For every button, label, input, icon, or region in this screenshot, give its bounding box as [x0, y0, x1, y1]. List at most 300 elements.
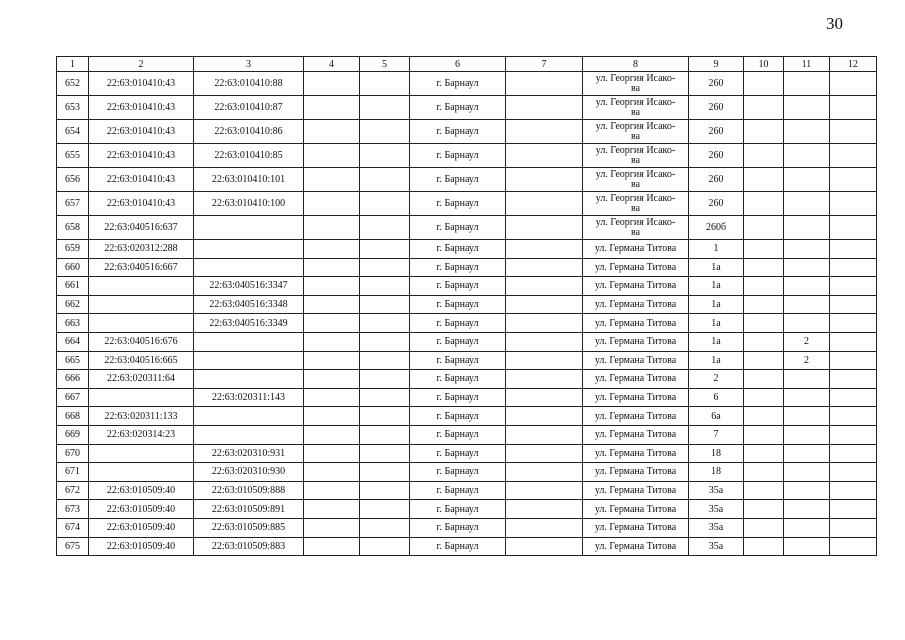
table-cell: [360, 216, 410, 240]
table-cell: [506, 314, 583, 333]
table-cell: ул. Германа Титова: [583, 500, 689, 519]
table-cell: 654: [57, 120, 89, 144]
table-cell: 22:63:010410:43: [89, 192, 194, 216]
table-cell: [583, 168, 689, 192]
address-line: ва: [630, 154, 641, 166]
column-header: 9: [689, 57, 744, 72]
table-cell: г. Барнаул: [410, 277, 506, 296]
table-cell: 1а: [689, 314, 744, 333]
table-cell: 1а: [689, 277, 744, 296]
table-cell: [830, 72, 877, 96]
address-line: ул. Георгия Исако-: [595, 72, 676, 84]
table-cell: 22:63:040516:3347: [194, 277, 304, 296]
table-cell: [506, 192, 583, 216]
table-cell: [506, 168, 583, 192]
table-cell: [830, 444, 877, 463]
column-header: 5: [360, 57, 410, 72]
table-cell: [784, 240, 830, 259]
column-header: 4: [304, 57, 360, 72]
table-cell: [506, 240, 583, 259]
table-cell: 1а: [689, 351, 744, 370]
table-cell: г. Барнаул: [410, 481, 506, 500]
table-cell: 35а: [689, 500, 744, 519]
table-cell: [744, 120, 784, 144]
table-cell: [304, 388, 360, 407]
table-cell: 673: [57, 500, 89, 519]
table-cell: [744, 192, 784, 216]
table-cell: г. Барнаул: [410, 192, 506, 216]
table-cell: [506, 258, 583, 277]
table-cell: [830, 144, 877, 168]
table-cell: 22:63:010509:40: [89, 537, 194, 556]
table-cell: 22:63:040516:3348: [194, 295, 304, 314]
table-cell: [830, 216, 877, 240]
table-row: [57, 332, 877, 351]
table-cell: [784, 258, 830, 277]
table-cell: 655: [57, 144, 89, 168]
table-cell: 22:63:020311:133: [89, 407, 194, 426]
column-header: 1: [57, 57, 89, 72]
table-cell: [784, 518, 830, 537]
table-cell: 22:63:040516:637: [89, 216, 194, 240]
table-cell: 665: [57, 351, 89, 370]
table-cell: [830, 481, 877, 500]
table-cell: 18: [689, 444, 744, 463]
table-cell: 6а: [689, 407, 744, 426]
table-cell: [784, 96, 830, 120]
address-line: ва: [630, 202, 641, 214]
table-cell: 35а: [689, 481, 744, 500]
table-cell: [506, 96, 583, 120]
table-cell: [304, 481, 360, 500]
table-cell: ул. Германа Титова: [583, 537, 689, 556]
table-cell: 662: [57, 295, 89, 314]
table-cell: [506, 388, 583, 407]
table-cell: [506, 216, 583, 240]
table-cell: [506, 120, 583, 144]
table-cell: [304, 216, 360, 240]
address-line: ва: [630, 106, 641, 118]
address-line: ул. Георгия Исако-: [595, 216, 676, 228]
table-row: [57, 258, 877, 277]
table-cell: [360, 96, 410, 120]
table-cell: [304, 518, 360, 537]
table-cell: [360, 463, 410, 482]
table-cell: 260: [689, 192, 744, 216]
table-cell: 260: [689, 144, 744, 168]
table-body: [57, 57, 877, 556]
table-cell: 2: [689, 370, 744, 389]
table-cell: [830, 537, 877, 556]
table-cell: г. Барнаул: [410, 216, 506, 240]
table-cell: [304, 258, 360, 277]
table-cell: 1а: [689, 332, 744, 351]
table-cell: 658: [57, 216, 89, 240]
column-header: 3: [194, 57, 304, 72]
table-cell: 657: [57, 192, 89, 216]
table-cell: [506, 295, 583, 314]
table-cell: [830, 314, 877, 333]
table-cell: ул. Германа Титова: [583, 277, 689, 296]
table-cell: [360, 72, 410, 96]
table-cell: г. Барнаул: [410, 144, 506, 168]
table-cell: [360, 258, 410, 277]
table-cell: г. Барнаул: [410, 168, 506, 192]
table-row: [57, 314, 877, 333]
table-cell: [304, 96, 360, 120]
table-cell: [360, 407, 410, 426]
table-cell: [744, 444, 784, 463]
table-cell: [360, 240, 410, 259]
table-cell: 22:63:040516:3349: [194, 314, 304, 333]
table-cell: 671: [57, 463, 89, 482]
column-header: 11: [784, 57, 830, 72]
table-cell: 1а: [689, 295, 744, 314]
table-cell: [360, 481, 410, 500]
table-cell: [304, 463, 360, 482]
address-line: ул. Георгия Исако-: [595, 144, 676, 156]
table-cell: [89, 388, 194, 407]
table-cell: [506, 537, 583, 556]
table-cell: [830, 240, 877, 259]
column-header: 8: [583, 57, 689, 72]
table-cell: 668: [57, 407, 89, 426]
table-cell: [784, 407, 830, 426]
table-cell: г. Барнаул: [410, 120, 506, 144]
table-row: [57, 388, 877, 407]
address-line: ва: [630, 130, 641, 142]
table-cell: 22:63:040516:667: [89, 258, 194, 277]
table-cell: [830, 96, 877, 120]
table-cell: ул. Германа Титова: [583, 240, 689, 259]
table-cell: [304, 314, 360, 333]
table-cell: 22:63:010509:40: [89, 481, 194, 500]
table-cell: [360, 500, 410, 519]
table-row: [57, 425, 877, 444]
table-cell: [360, 192, 410, 216]
table-row: [57, 277, 877, 296]
table-cell: г. Барнаул: [410, 370, 506, 389]
table-cell: [830, 388, 877, 407]
table-cell: [304, 351, 360, 370]
table-cell: [360, 168, 410, 192]
table-row: [57, 407, 877, 426]
table-cell: ул. Германа Титова: [583, 332, 689, 351]
table-cell: [784, 425, 830, 444]
table-cell: [744, 216, 784, 240]
table-cell: [830, 120, 877, 144]
table-cell: [830, 425, 877, 444]
table-cell: [744, 425, 784, 444]
table-cell: 2: [784, 351, 830, 370]
table-cell: [784, 72, 830, 96]
table-row: [57, 216, 877, 240]
table-cell: [830, 518, 877, 537]
table-cell: [506, 444, 583, 463]
address-line: ва: [630, 226, 641, 238]
table-cell: [744, 240, 784, 259]
table-cell: [744, 370, 784, 389]
table-cell: 22:63:010410:43: [89, 168, 194, 192]
table-cell: [744, 314, 784, 333]
table-cell: 22:63:010509:40: [89, 500, 194, 519]
table-row: [57, 96, 877, 120]
table-cell: 1: [689, 240, 744, 259]
table-cell: 1а: [689, 258, 744, 277]
table-cell: [304, 168, 360, 192]
table-cell: [304, 407, 360, 426]
table-cell: [830, 277, 877, 296]
table-cell: [89, 295, 194, 314]
table-cell: [506, 481, 583, 500]
table-cell: [304, 370, 360, 389]
table-cell: 22:63:010509:885: [194, 518, 304, 537]
table-cell: 260: [689, 96, 744, 120]
table-cell: [304, 144, 360, 168]
table-cell: [360, 425, 410, 444]
table-cell: [304, 500, 360, 519]
table-cell: [744, 277, 784, 296]
table-cell: [89, 314, 194, 333]
table-cell: [506, 407, 583, 426]
table-cell: [744, 144, 784, 168]
table-cell: ул. Германа Титова: [583, 481, 689, 500]
table-cell: г. Барнаул: [410, 96, 506, 120]
table-cell: 22:63:020310:931: [194, 444, 304, 463]
table-cell: 660: [57, 258, 89, 277]
table-cell: [784, 120, 830, 144]
table-row: [57, 500, 877, 519]
table-cell: [304, 192, 360, 216]
table-cell: [830, 463, 877, 482]
table-cell: 663: [57, 314, 89, 333]
table-cell: 260: [689, 120, 744, 144]
table-cell: [784, 295, 830, 314]
table-row: [57, 240, 877, 259]
table-cell: 7: [689, 425, 744, 444]
table-row: [57, 463, 877, 482]
table-cell: ул. Германа Титова: [583, 351, 689, 370]
table-cell: [744, 518, 784, 537]
table-cell: [583, 72, 689, 96]
table-cell: [583, 96, 689, 120]
table-cell: [360, 314, 410, 333]
table-cell: 22:63:020311:64: [89, 370, 194, 389]
register-table: [56, 56, 877, 556]
table-cell: 22:63:020312:288: [89, 240, 194, 259]
address-line: ва: [630, 178, 641, 190]
table-cell: г. Барнаул: [410, 388, 506, 407]
table-cell: [583, 144, 689, 168]
table-cell: [744, 168, 784, 192]
table-cell: г. Барнаул: [410, 537, 506, 556]
table-cell: 22:63:020310:930: [194, 463, 304, 482]
table-cell: [194, 216, 304, 240]
table-cell: [830, 332, 877, 351]
table-row: [57, 481, 877, 500]
table-cell: [360, 332, 410, 351]
table-cell: [304, 120, 360, 144]
table-cell: 652: [57, 72, 89, 96]
table-cell: [506, 370, 583, 389]
table-cell: [830, 192, 877, 216]
table-cell: 2: [784, 332, 830, 351]
table-cell: [360, 295, 410, 314]
table-cell: [506, 463, 583, 482]
table-cell: [744, 500, 784, 519]
table-cell: [506, 518, 583, 537]
table-cell: [360, 351, 410, 370]
table-cell: г. Барнаул: [410, 240, 506, 259]
table-cell: [194, 370, 304, 389]
column-header: 6: [410, 57, 506, 72]
table-cell: 22:63:010410:101: [194, 168, 304, 192]
table-cell: [304, 537, 360, 556]
table-cell: 18: [689, 463, 744, 482]
table-cell: 260б: [689, 216, 744, 240]
table-cell: 22:63:010509:40: [89, 518, 194, 537]
table-cell: [304, 332, 360, 351]
table-cell: 22:63:010410:86: [194, 120, 304, 144]
table-row: [57, 120, 877, 144]
table-cell: [744, 258, 784, 277]
table-cell: 22:63:020314:23: [89, 425, 194, 444]
table-cell: 22:63:010410:85: [194, 144, 304, 168]
table-cell: 260: [689, 168, 744, 192]
table-cell: [304, 295, 360, 314]
table-row: [57, 168, 877, 192]
table-cell: [506, 144, 583, 168]
table-cell: ул. Германа Титова: [583, 314, 689, 333]
table-row: [57, 351, 877, 370]
table-cell: 22:63:010509:891: [194, 500, 304, 519]
table-cell: [583, 216, 689, 240]
column-header: 2: [89, 57, 194, 72]
address-line: ва: [630, 82, 641, 94]
table-cell: г. Барнаул: [410, 351, 506, 370]
address-line: ул. Георгия Исако-: [595, 96, 676, 108]
table-cell: [784, 444, 830, 463]
table-cell: [194, 258, 304, 277]
table-cell: ул. Германа Титова: [583, 370, 689, 389]
table-cell: ул. Германа Титова: [583, 388, 689, 407]
table-cell: [784, 277, 830, 296]
table-cell: [304, 425, 360, 444]
table-cell: 667: [57, 388, 89, 407]
table-cell: 669: [57, 425, 89, 444]
table-cell: [304, 240, 360, 259]
page-number: 30: [826, 14, 843, 33]
table-cell: 260: [689, 72, 744, 96]
table-cell: ул. Германа Титова: [583, 295, 689, 314]
table-cell: [304, 277, 360, 296]
table-cell: [360, 444, 410, 463]
table-cell: [784, 370, 830, 389]
table-cell: 664: [57, 332, 89, 351]
table-cell: [194, 240, 304, 259]
table-cell: [194, 332, 304, 351]
table-cell: 22:63:010410:88: [194, 72, 304, 96]
table-cell: [194, 425, 304, 444]
table-cell: [583, 192, 689, 216]
table-cell: 656: [57, 168, 89, 192]
table-cell: [830, 370, 877, 389]
table-cell: [744, 295, 784, 314]
table-cell: [89, 463, 194, 482]
table-cell: 22:63:010410:43: [89, 120, 194, 144]
table-cell: [506, 332, 583, 351]
table-row: [57, 370, 877, 389]
table-cell: [744, 351, 784, 370]
table-cell: [784, 463, 830, 482]
table-cell: [830, 351, 877, 370]
table-cell: 22:63:010509:888: [194, 481, 304, 500]
table-cell: [744, 72, 784, 96]
table-cell: г. Барнаул: [410, 332, 506, 351]
table-cell: [360, 370, 410, 389]
table-cell: [89, 444, 194, 463]
table-cell: 22:63:010410:43: [89, 72, 194, 96]
table-cell: [194, 407, 304, 426]
table-cell: [784, 192, 830, 216]
table-cell: 22:63:020311:143: [194, 388, 304, 407]
table-cell: [830, 258, 877, 277]
table-cell: 22:63:040516:676: [89, 332, 194, 351]
table-cell: г. Барнаул: [410, 72, 506, 96]
table-cell: г. Барнаул: [410, 295, 506, 314]
table-cell: 35а: [689, 518, 744, 537]
table-cell: [360, 120, 410, 144]
table-cell: [89, 277, 194, 296]
table-cell: [304, 72, 360, 96]
table-cell: ул. Германа Титова: [583, 407, 689, 426]
table-cell: 672: [57, 481, 89, 500]
table-cell: [830, 295, 877, 314]
table-cell: [744, 407, 784, 426]
table-cell: [360, 388, 410, 407]
table-cell: г. Барнаул: [410, 425, 506, 444]
table-cell: [830, 407, 877, 426]
table-row: [57, 444, 877, 463]
table-cell: [506, 72, 583, 96]
table-cell: 675: [57, 537, 89, 556]
table-cell: [506, 500, 583, 519]
table-cell: [744, 96, 784, 120]
table-cell: 22:63:010410:100: [194, 192, 304, 216]
address-line: ул. Георгия Исако-: [595, 120, 676, 132]
table-cell: [744, 388, 784, 407]
column-header: 7: [506, 57, 583, 72]
table-cell: [784, 481, 830, 500]
table-cell: 661: [57, 277, 89, 296]
table-cell: [194, 351, 304, 370]
table-cell: 35а: [689, 537, 744, 556]
column-header: 10: [744, 57, 784, 72]
address-line: ул. Георгия Исако-: [595, 192, 676, 204]
table-cell: ул. Германа Титова: [583, 425, 689, 444]
table-cell: [830, 500, 877, 519]
table-cell: 653: [57, 96, 89, 120]
table-cell: [784, 388, 830, 407]
table-cell: г. Барнаул: [410, 314, 506, 333]
table-cell: [784, 168, 830, 192]
table-cell: [744, 537, 784, 556]
table-cell: 22:63:010509:883: [194, 537, 304, 556]
table-cell: 22:63:010410:43: [89, 144, 194, 168]
table-cell: 22:63:010410:87: [194, 96, 304, 120]
table-cell: [744, 481, 784, 500]
table-cell: г. Барнаул: [410, 500, 506, 519]
